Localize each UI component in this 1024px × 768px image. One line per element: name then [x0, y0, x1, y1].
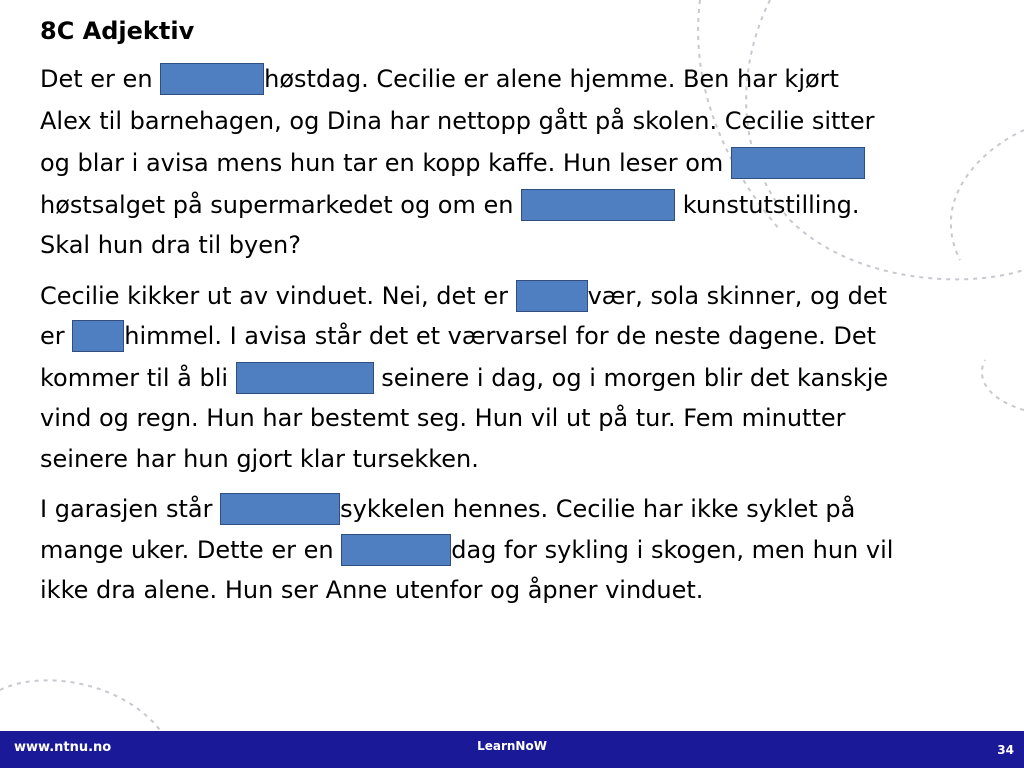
- line-text: høstdag. Cecilie er alene hjemme. Ben har kjørt: [264, 65, 839, 93]
- line-text: og blar i avisa mens hun tar en kopp kaffe. Hun leser om: [40, 149, 731, 177]
- line-text: Cecilie kikker ut av vinduet. Nei, det er: [40, 282, 516, 310]
- text-line: [40, 61, 839, 97]
- text-line: [40, 318, 876, 354]
- page-number: 34: [997, 743, 1014, 757]
- line-text: Skal hun dra til byen?: [40, 231, 301, 259]
- line-text: Alex til barnehagen, og Dina har nettopp gått på skolen. Cecilie sitter: [40, 107, 875, 135]
- text-line: [40, 360, 888, 396]
- text-line: [40, 187, 860, 223]
- line-text: seinere i dag, og i morgen blir det kanskje: [373, 364, 889, 392]
- footer-bar: [0, 731, 1024, 768]
- line-text: er: [40, 322, 73, 350]
- answer-blank[interactable]: [341, 534, 451, 566]
- line-text: himmel. I avisa står det et værvarsel for de neste dagene. Det: [124, 322, 877, 350]
- line-text: høstsalget på supermarkedet og om en: [40, 191, 522, 219]
- text-line: [40, 441, 479, 477]
- text-line: [40, 400, 846, 436]
- line-text: mange uker. Dette er en: [40, 536, 342, 564]
- answer-blank[interactable]: [160, 63, 264, 95]
- line-text: vind og regn. Hun har bestemt seg. Hun vil ut på tur. Fem minutter: [40, 404, 846, 432]
- line-text: kommer til å bli: [40, 364, 236, 392]
- answer-blank[interactable]: [220, 493, 340, 525]
- text-line: [40, 278, 887, 314]
- line-text: I garasjen står: [40, 495, 221, 523]
- answer-blank[interactable]: [236, 362, 374, 394]
- text-line: [40, 532, 893, 568]
- answer-blank[interactable]: [731, 147, 865, 179]
- line-text: Det er en: [40, 65, 161, 93]
- footer-url-link[interactable]: www.ntnu.no: [14, 740, 112, 755]
- line-text: kunstutstilling.: [675, 191, 860, 219]
- text-line: [40, 103, 874, 139]
- line-text: seinere har hun gjort klar tursekken.: [40, 445, 479, 473]
- answer-blank[interactable]: [521, 189, 675, 221]
- text-line: [40, 572, 703, 608]
- text-line: [40, 145, 865, 181]
- text-line: [40, 227, 301, 263]
- answer-blank[interactable]: [72, 320, 124, 352]
- slide-title: 8C Adjektiv: [40, 17, 195, 45]
- line-text: ikke dra alene. Hun ser Anne utenfor og åpner vinduet.: [40, 576, 704, 604]
- line-text: sykkelen hennes. Cecilie har ikke syklet på: [340, 495, 856, 523]
- footer-brand: LearnNoW: [477, 739, 547, 753]
- answer-blank[interactable]: [516, 280, 588, 312]
- text-line: [40, 491, 855, 527]
- line-text: dag for sykling i skogen, men hun vil: [451, 536, 894, 564]
- line-text: vær, sola skinner, og det: [587, 282, 888, 310]
